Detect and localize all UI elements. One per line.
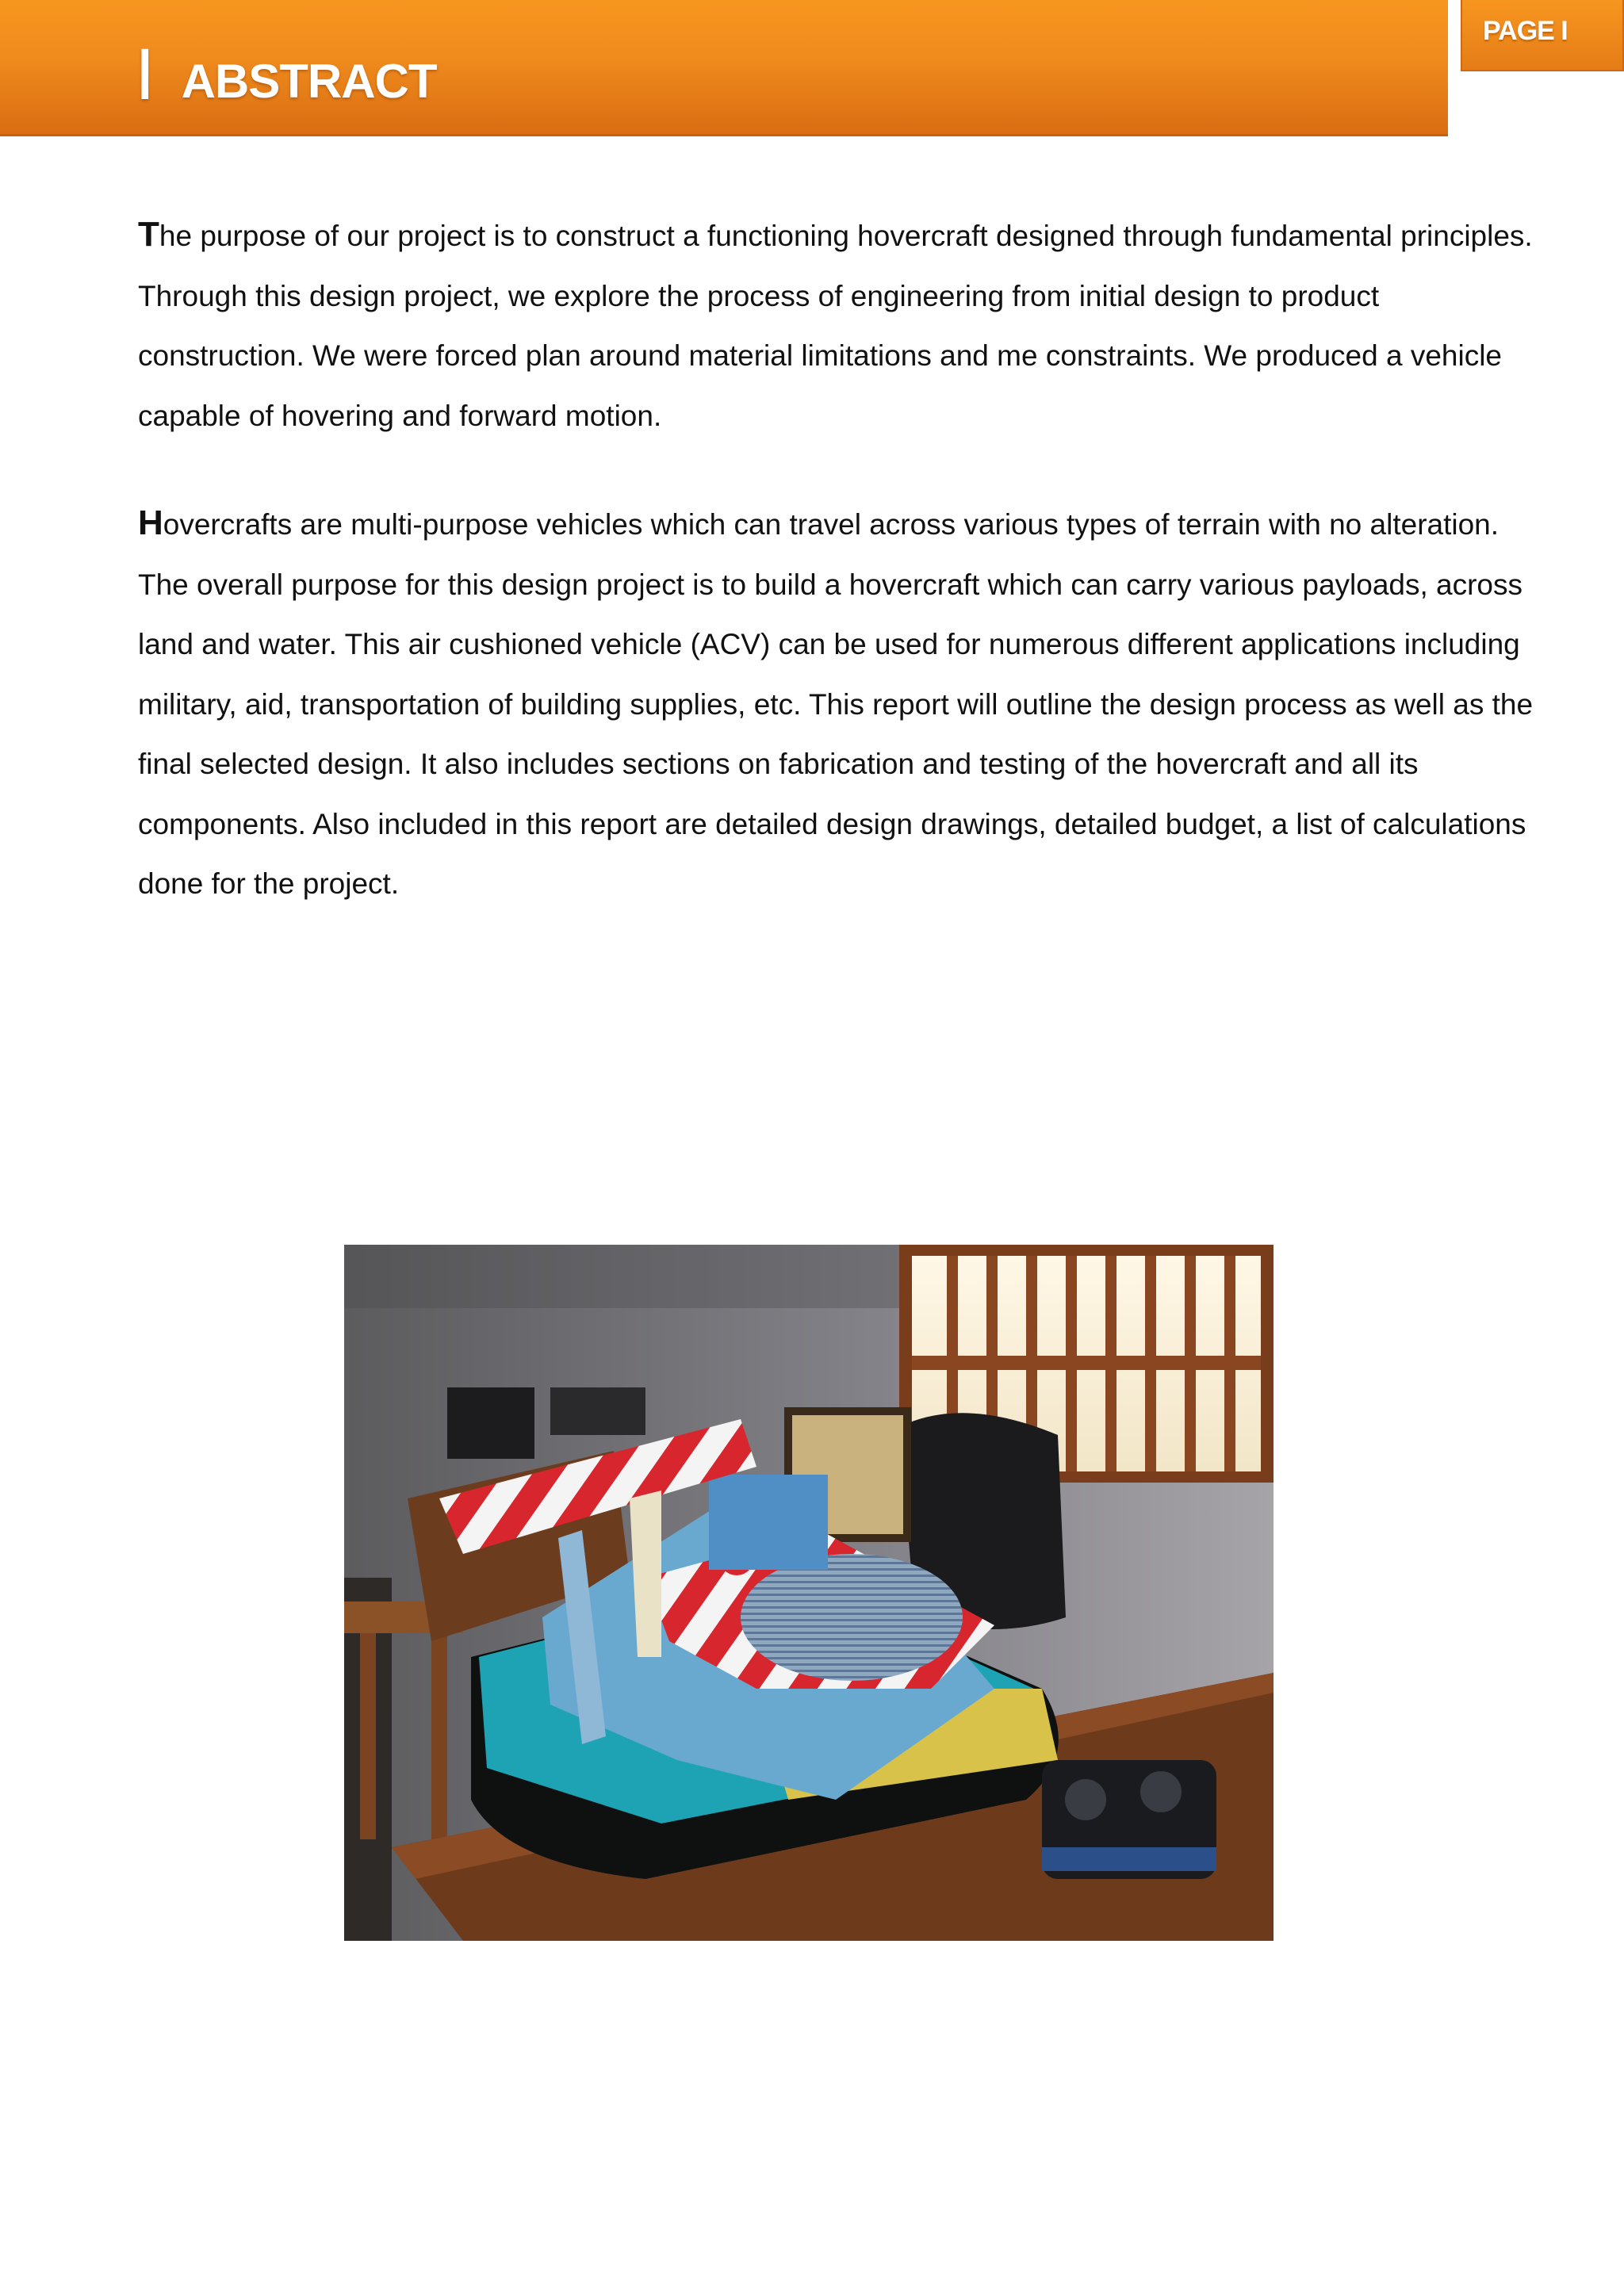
abstract-paragraph-1 (138, 205, 1534, 446)
paragraph-text: overcrafts are multi-purpose vehicles which can travel across various types of terrain with no alteration. The overall purpose for this design project is to build a hovercraft which can carry various payloads, across land and water. This air cushioned vehicle (ACV) can be used for numerous different applications including military, aid, transportation of building supplies, etc. This report will outline the design process as well as the final selected design. It also includes sections on fabrication and testing of the hovercraft and all its components. Also included in this report are detailed design drawings, detailed budget, a list of calculations done for the project. (138, 508, 1534, 900)
paragraph-text: he purpose of our project is to construct a functioning hovercraft designed through fundamental principles. Through this design project, we explore the process of engineering from initial design to product construction. We were forced plan around material limitations and me constraints. We produced a vehicle capable of hovering and forward motion. (138, 220, 1533, 432)
page-number-label: PAGE I (1483, 16, 1568, 46)
paragraph-initial: T (138, 215, 159, 254)
header-bar (0, 0, 1448, 136)
page-number-tab (1461, 0, 1624, 71)
hovercraft-photo (344, 1245, 1274, 1941)
paragraph-initial: H (138, 503, 163, 542)
section-heading (135, 34, 437, 121)
section-title: ABSTRACT (181, 54, 437, 108)
section-number: I (135, 34, 155, 115)
abstract-paragraph-2 (138, 493, 1534, 914)
